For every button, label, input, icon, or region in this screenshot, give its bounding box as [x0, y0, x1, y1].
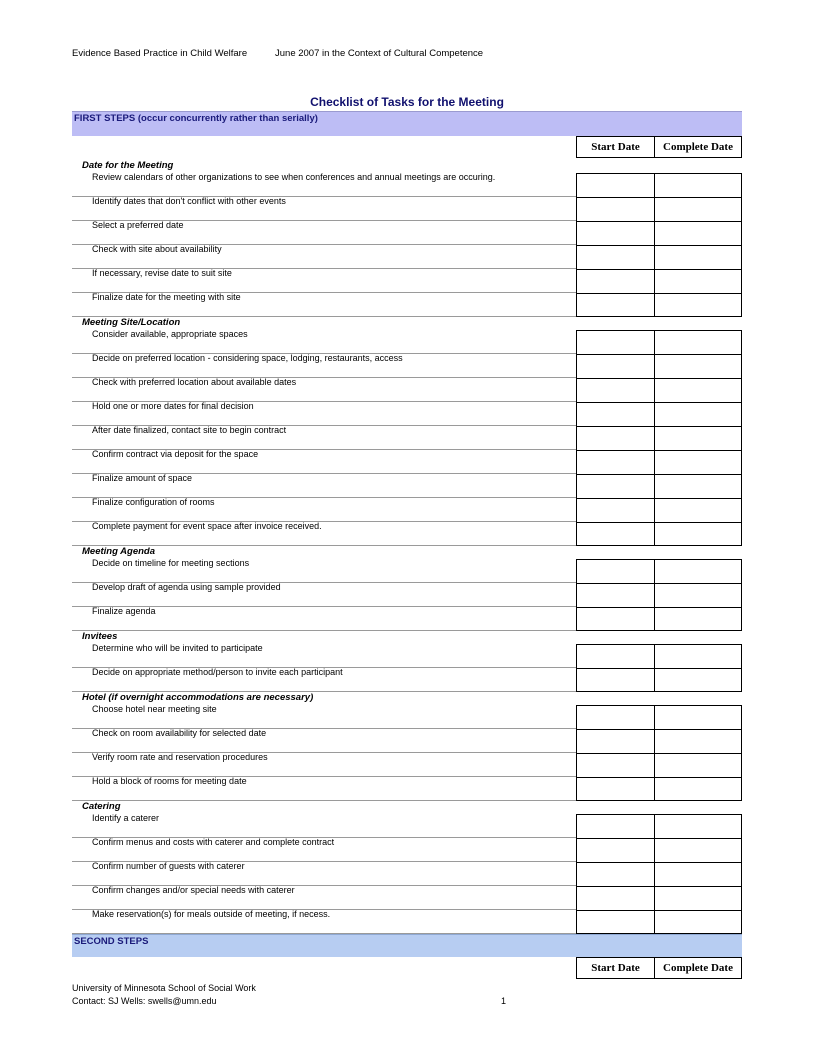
complete-date-cell[interactable]	[654, 245, 742, 269]
task-label: Decide on timeline for meeting sections	[92, 558, 250, 568]
complete-date-cell[interactable]	[654, 668, 742, 692]
complete-date-cell[interactable]	[654, 862, 742, 886]
complete-date-cell[interactable]	[654, 753, 742, 777]
task-row	[72, 221, 742, 245]
start-date-cell[interactable]	[576, 330, 655, 354]
complete-date-cell[interactable]	[654, 426, 742, 450]
start-date-cell[interactable]	[576, 862, 655, 886]
task-row	[72, 522, 742, 546]
task-group-title-text: Hotel (if overnight accommodations are necessary)	[82, 692, 314, 703]
complete-date-cell[interactable]	[654, 838, 742, 862]
start-date-cell[interactable]	[576, 559, 655, 583]
second-steps-header	[72, 934, 742, 957]
task-label: Verify room rate and reservation procedures	[92, 752, 268, 762]
task-label: Hold one or more dates for final decision	[92, 401, 254, 411]
task-label: Finalize amount of space	[92, 473, 193, 483]
task-label: Check with site about availability	[92, 244, 222, 254]
task-row	[72, 330, 742, 354]
task-row	[72, 197, 742, 221]
complete-date-cell[interactable]	[654, 378, 742, 402]
task-row	[72, 583, 742, 607]
task-label: Finalize date for the meeting with site	[92, 292, 241, 302]
task-label: Identify a caterer	[92, 813, 160, 823]
task-row	[72, 402, 742, 426]
task-row	[72, 607, 742, 631]
task-label: Confirm menus and costs with caterer and complete contract	[92, 837, 335, 847]
task-groups	[72, 160, 742, 934]
start-date-cell[interactable]	[576, 644, 655, 668]
task-row	[72, 354, 742, 378]
task-label: After date finalized, contact site to begin contract	[92, 425, 287, 435]
task-label: Consider available, appropriate spaces	[92, 329, 248, 339]
complete-date-cell[interactable]	[654, 910, 742, 934]
start-date-cell[interactable]	[576, 668, 655, 692]
start-date-cell[interactable]	[576, 777, 655, 801]
task-row	[72, 910, 742, 934]
task-label: Decide on appropriate method/person to invite each participant	[92, 667, 343, 677]
task-row	[72, 426, 742, 450]
start-date-cell[interactable]	[576, 221, 655, 245]
checklist-table	[72, 111, 742, 981]
complete-date-cell[interactable]	[654, 522, 742, 546]
task-label: Choose hotel near meeting site	[92, 704, 217, 714]
start-date-cell[interactable]	[576, 354, 655, 378]
task-label: Confirm changes and/or special needs with caterer	[92, 885, 295, 895]
task-row	[72, 474, 742, 498]
task-group-title-text: Meeting Site/Location	[82, 317, 181, 328]
start-date-cell[interactable]	[576, 197, 655, 221]
task-row	[72, 777, 742, 801]
header-left-text: Evidence Based Practice in Child Welfare	[72, 48, 248, 59]
start-date-cell[interactable]	[576, 705, 655, 729]
start-date-cell[interactable]	[576, 402, 655, 426]
complete-date-cell[interactable]	[654, 173, 742, 197]
task-row	[72, 293, 742, 317]
start-date-cell[interactable]	[576, 522, 655, 546]
task-label: Determine who will be invited to participate	[92, 643, 263, 653]
complete-date-cell[interactable]	[654, 330, 742, 354]
start-date-cell[interactable]	[576, 498, 655, 522]
task-label: Finalize configuration of rooms	[92, 497, 215, 507]
start-date-cell[interactable]	[576, 838, 655, 862]
task-label: Confirm number of guests with caterer	[92, 861, 245, 871]
task-label: Decide on preferred location - considering space, lodging, restaurants, access	[92, 353, 403, 363]
start-date-column-header: Start Date	[576, 136, 655, 158]
document-title: Checklist of Tasks for the Meeting	[310, 95, 504, 109]
task-row	[72, 378, 742, 402]
task-row	[72, 753, 742, 777]
complete-date-cell[interactable]	[654, 450, 742, 474]
complete-date-cell[interactable]	[654, 814, 742, 838]
task-group-title-text: Invitees	[82, 631, 118, 642]
start-date-cell[interactable]	[576, 583, 655, 607]
footer-contact: Contact: SJ Wells: swells@umn.edu	[72, 996, 217, 1006]
task-row	[72, 559, 742, 583]
task-row	[72, 245, 742, 269]
start-date-cell[interactable]	[576, 245, 655, 269]
start-date-cell[interactable]	[576, 269, 655, 293]
header-right-text: June 2007 in the Context of Cultural Competence	[275, 48, 484, 59]
start-date-cell[interactable]	[576, 293, 655, 317]
task-group-title-text: Date for the Meeting	[82, 160, 174, 171]
task-row	[72, 705, 742, 729]
second-start-date-column-header: Start Date	[576, 957, 655, 979]
start-date-cell[interactable]	[576, 426, 655, 450]
page-number: 1	[501, 996, 507, 1006]
start-date-cell[interactable]	[576, 753, 655, 777]
complete-date-cell[interactable]	[654, 559, 742, 583]
second-steps-label: SECOND STEPS	[74, 936, 149, 947]
task-row	[72, 269, 742, 293]
task-group-title-text: Catering	[82, 801, 121, 812]
task-row	[72, 668, 742, 692]
task-row	[72, 814, 742, 838]
complete-date-cell[interactable]	[654, 197, 742, 221]
task-label: Review calendars of other organizations to see when conferences and annual meetings are occuring.	[92, 172, 496, 182]
start-date-cell[interactable]	[576, 474, 655, 498]
first-steps-label: FIRST STEPS (occur concurrently rather than serially)	[74, 113, 318, 124]
complete-date-cell[interactable]	[654, 644, 742, 668]
task-row	[72, 838, 742, 862]
task-row	[72, 886, 742, 910]
column-header-row	[72, 136, 742, 160]
complete-date-cell[interactable]	[654, 402, 742, 426]
task-row	[72, 498, 742, 522]
first-steps-header	[72, 111, 742, 136]
start-date-cell[interactable]	[576, 886, 655, 910]
task-group-title	[72, 801, 742, 814]
task-label: Select a preferred date	[92, 220, 184, 230]
task-label: Confirm contract via deposit for the space	[92, 449, 259, 459]
task-row	[72, 729, 742, 753]
task-row	[72, 173, 742, 197]
complete-date-cell[interactable]	[654, 221, 742, 245]
second-column-header-row	[72, 957, 742, 981]
task-row	[72, 450, 742, 474]
task-label: Check on room availability for selected date	[92, 728, 267, 738]
start-date-cell[interactable]	[576, 814, 655, 838]
complete-date-column-header: Complete Date	[654, 136, 742, 158]
task-label: Hold a block of rooms for meeting date	[92, 776, 247, 786]
task-label: Finalize agenda	[92, 606, 156, 616]
start-date-cell[interactable]	[576, 607, 655, 631]
task-row	[72, 862, 742, 886]
task-group-title-text: Meeting Agenda	[82, 546, 156, 557]
start-date-cell[interactable]	[576, 729, 655, 753]
task-label: Check with preferred location about available dates	[92, 377, 297, 387]
task-label: Complete payment for event space after invoice received.	[92, 521, 322, 531]
start-date-cell[interactable]	[576, 450, 655, 474]
complete-date-cell[interactable]	[654, 354, 742, 378]
complete-date-cell[interactable]	[654, 474, 742, 498]
task-label: Develop draft of agenda using sample provided	[92, 582, 281, 592]
task-label: Make reservation(s) for meals outside of meeting, if necess.	[92, 909, 331, 919]
complete-date-cell[interactable]	[654, 269, 742, 293]
complete-date-cell[interactable]	[654, 705, 742, 729]
complete-date-cell[interactable]	[654, 583, 742, 607]
footer-institution: University of Minnesota School of Social Work	[72, 983, 256, 993]
second-complete-date-column-header: Complete Date	[654, 957, 742, 979]
task-label: If necessary, revise date to suit site	[92, 268, 232, 278]
start-date-cell[interactable]	[576, 378, 655, 402]
start-date-cell[interactable]	[576, 173, 655, 197]
complete-date-cell[interactable]	[654, 498, 742, 522]
complete-date-cell[interactable]	[654, 886, 742, 910]
complete-date-cell[interactable]	[654, 293, 742, 317]
task-row	[72, 644, 742, 668]
task-label: Identify dates that don't conflict with other events	[92, 196, 286, 206]
complete-date-cell[interactable]	[654, 777, 742, 801]
complete-date-cell[interactable]	[654, 729, 742, 753]
start-date-cell[interactable]	[576, 910, 655, 934]
complete-date-cell[interactable]	[654, 607, 742, 631]
